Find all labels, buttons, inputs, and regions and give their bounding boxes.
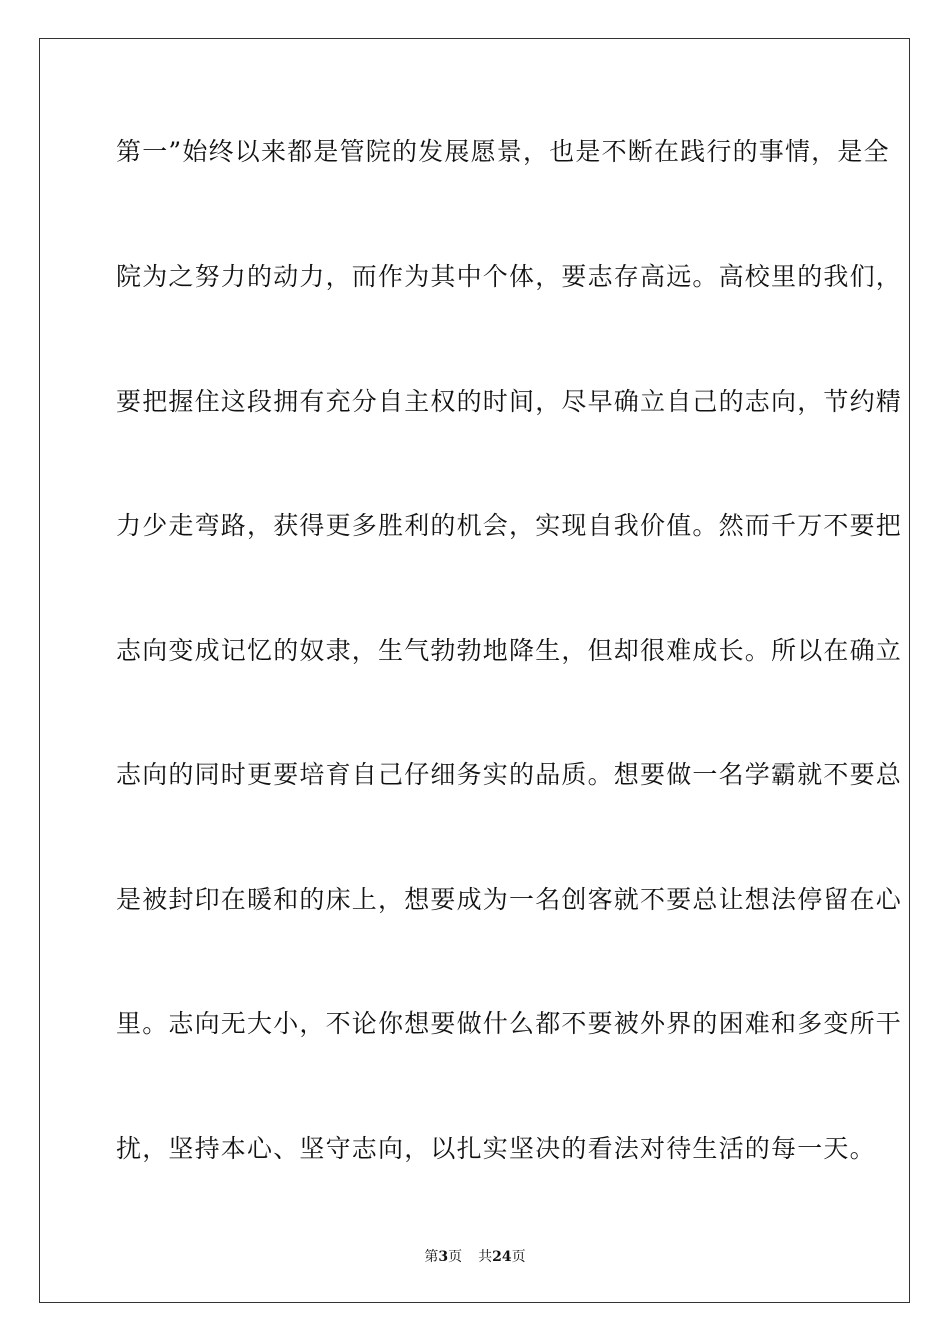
paragraph-line-5: 志向变成记忆的奴隶，生气勃勃地降生，但却很难成长。所以在确立 — [116, 636, 903, 665]
paragraph-line-8: 里。志向无大小，不论你想要做什么都不要被外界的困难和多变所干 — [116, 1009, 903, 1038]
page-suffix: 页 — [448, 1249, 463, 1265]
paragraph-line-4: 力少走弯路，获得更多胜利的机会，实现自我价值。然而千万不要把 — [116, 511, 903, 540]
total-pages: 24 — [492, 1249, 512, 1265]
total-suffix: 页 — [511, 1249, 526, 1265]
paragraph-line-1: 第一”始终以来都是管院的发展愿景，也是不断在践行的事情，是全 — [116, 137, 890, 166]
page-prefix: 第 — [424, 1249, 439, 1265]
paragraph-line-3: 要把握住这段拥有充分自主权的时间，尽早确立自己的志向，节约精 — [116, 387, 903, 416]
paragraph-line-7: 是被封印在暖和的床上，想要成为一名创客就不要总让想法停留在心 — [116, 885, 903, 914]
page-number: 3 — [438, 1249, 449, 1265]
total-prefix: 共 — [478, 1249, 493, 1265]
page-border — [39, 38, 910, 1303]
paragraph-line-6: 志向的同时更要培育自己仔细务实的品质。想要做一名学霸就不要总 — [116, 760, 903, 789]
paragraph-line-9: 扰，坚持本心、坚守志向，以扎实坚决的看法对待生活的每一天。 — [116, 1134, 876, 1163]
page-footer — [0, 1248, 950, 1266]
paragraph-line-2: 院为之努力的动力，而作为其中个体，要志存高远。高校里的我们， — [116, 262, 903, 291]
